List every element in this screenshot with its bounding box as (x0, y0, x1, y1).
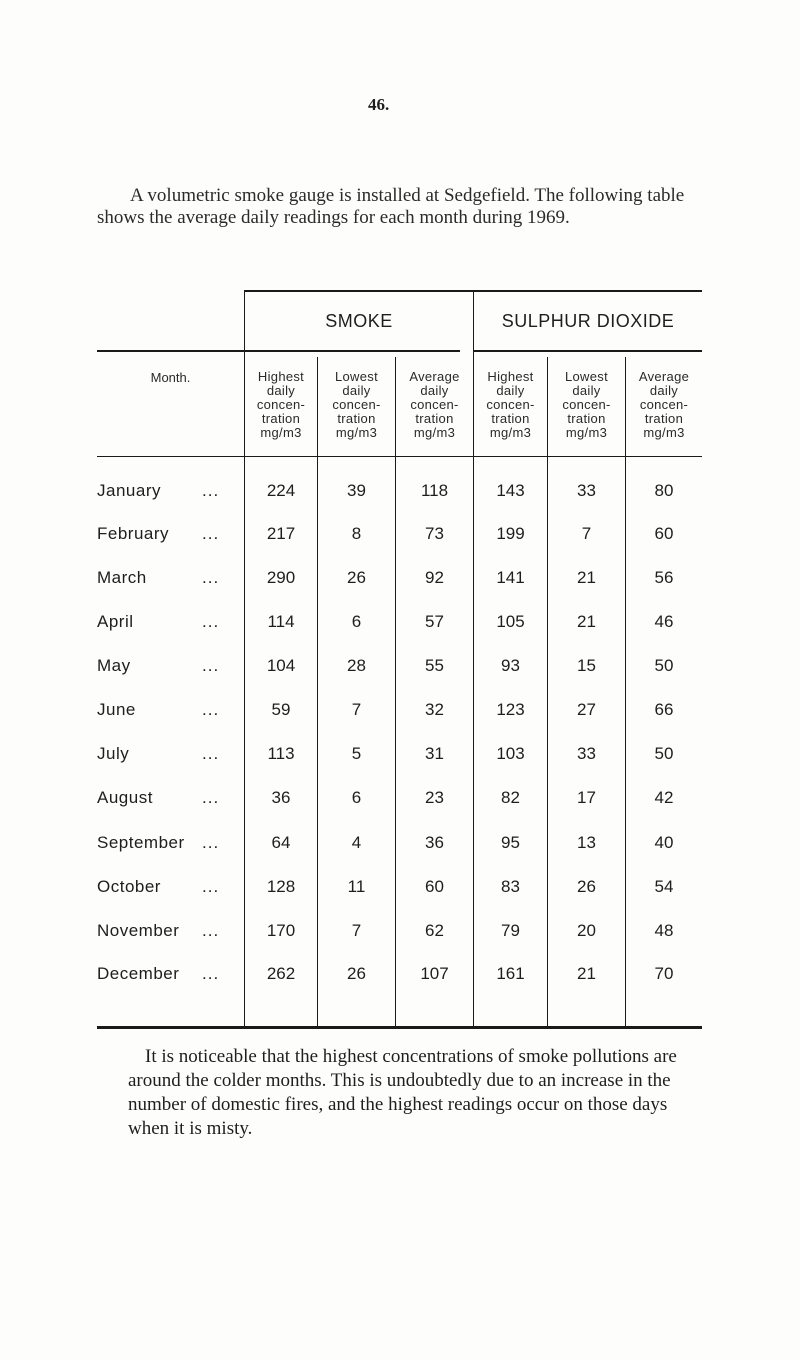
table-row (97, 877, 702, 907)
smoke-lowest-value: 26 (347, 964, 366, 983)
so2-lowest-value: 33 (577, 744, 596, 763)
so2-lowest-value: 7 (581, 524, 592, 543)
so2-lowest-value: 15 (577, 656, 596, 675)
month-name: December (97, 964, 180, 983)
smoke-lowest-value: 28 (347, 656, 366, 675)
smoke-lowest-value: 39 (347, 481, 366, 500)
table-row (97, 833, 702, 863)
smoke-average-value: 92 (425, 568, 444, 587)
table-row (97, 568, 702, 598)
so2-average-value: 54 (654, 877, 674, 896)
so2-highest-value: 143 (496, 481, 525, 500)
month-name: February (97, 524, 170, 543)
intro-text: A volumetric smoke gauge is installed at Sedgefield. The following table shows the average daily readings for each month during 1969. (97, 185, 685, 228)
smoke-average-value: 118 (420, 481, 449, 500)
so2-highest-value: 95 (501, 833, 520, 852)
so2-lowest-value: 33 (577, 481, 596, 500)
so2-average-value: 56 (654, 568, 674, 587)
smoke-highest-value: 262 (266, 964, 296, 983)
leader-dots: ... (202, 700, 220, 719)
leader-dots: ... (202, 481, 220, 500)
smoke-highest-value: 36 (271, 788, 291, 807)
month-name: November (97, 921, 180, 940)
so2-lowest-value: 26 (577, 877, 596, 896)
so2-average-value: 40 (654, 833, 674, 852)
so2-average-value: 50 (654, 656, 674, 675)
smoke-lowest-value: 7 (351, 700, 362, 719)
so2-highest-header: Highest daily concen- tration mg/m3 (486, 369, 535, 440)
intro-paragraph (97, 185, 709, 229)
smoke-average-value: 107 (420, 964, 449, 983)
leader-dots: ... (202, 788, 220, 807)
month-name: August (97, 788, 153, 807)
smoke-lowest-value: 5 (351, 744, 362, 763)
so2-average-header: Average daily concen- tration mg/m3 (638, 369, 690, 440)
smoke-highest-value: 104 (266, 656, 296, 675)
table-row (97, 481, 702, 511)
so2-highest-value: 103 (496, 744, 525, 763)
leader-dots: ... (202, 921, 220, 940)
table-row (97, 700, 702, 730)
so2-lowest-value: 17 (577, 788, 596, 807)
smoke-highest-value: 114 (267, 612, 295, 631)
month-name: March (97, 568, 147, 587)
smoke-average-value: 31 (425, 744, 444, 763)
smoke-average-value: 36 (425, 833, 444, 852)
smoke-lowest-value: 26 (347, 568, 366, 587)
so2-highest-value: 82 (501, 788, 520, 807)
smoke-average-value: 62 (425, 921, 444, 940)
so2-average-value: 60 (654, 524, 674, 543)
table-row (97, 964, 702, 994)
smoke-average-value: 57 (425, 612, 444, 631)
so2-lowest-value: 21 (577, 568, 596, 587)
smoke-header: SMOKE (325, 311, 393, 331)
smoke-highest-value: 64 (271, 833, 291, 852)
so2-lowest-value: 21 (577, 964, 596, 983)
table-row (97, 656, 702, 686)
table-row (97, 524, 702, 554)
so2-average-value: 50 (654, 744, 674, 763)
header-rule-left (97, 350, 460, 352)
leader-dots: ... (202, 612, 220, 631)
leader-dots: ... (202, 964, 220, 983)
page-number: 46. (368, 95, 390, 114)
leader-dots: ... (202, 833, 220, 852)
closing-paragraph (128, 1045, 708, 1141)
so2-lowest-value: 20 (577, 921, 596, 940)
leader-dots: ... (202, 568, 220, 587)
smoke-highest-value: 290 (266, 568, 296, 587)
leader-dots: ... (202, 877, 220, 896)
smoke-highest-value: 217 (266, 524, 296, 543)
table-row (97, 744, 702, 774)
smoke-lowest-value: 6 (351, 788, 362, 807)
table-row (97, 921, 702, 951)
smoke-average-value: 55 (425, 656, 444, 675)
smoke-highest-value: 170 (266, 921, 296, 940)
month-column-header: Month. (150, 370, 191, 385)
bottom-rule (97, 1026, 702, 1029)
month-name: September (97, 833, 185, 852)
leader-dots: ... (202, 524, 220, 543)
smoke-highest-value: 113 (267, 744, 295, 763)
month-name: June (97, 700, 136, 719)
so2-highest-value: 123 (496, 700, 525, 719)
sulphur-dioxide-header: SULPHUR DIOXIDE (501, 311, 675, 331)
readings-table (97, 290, 702, 1030)
so2-lowest-value: 27 (577, 700, 596, 719)
so2-average-value: 80 (654, 481, 674, 500)
so2-average-value: 46 (654, 612, 674, 631)
smoke-average-value: 73 (425, 524, 444, 543)
smoke-average-value: 32 (425, 700, 444, 719)
smoke-lowest-header: Lowest daily concen- tration mg/m3 (332, 369, 381, 440)
leader-dots: ... (202, 744, 220, 763)
table-row (97, 788, 702, 818)
so2-average-value: 66 (654, 700, 674, 719)
smoke-highest-header: Highest daily concen- tration mg/m3 (256, 369, 306, 440)
so2-highest-value: 161 (496, 964, 525, 983)
so2-highest-value: 83 (501, 877, 520, 896)
smoke-average-header: Average daily concen- tration mg/m3 (409, 369, 460, 440)
month-name: May (97, 656, 131, 675)
so2-highest-value: 79 (501, 921, 520, 940)
so2-highest-value: 93 (501, 656, 520, 675)
table-row (97, 612, 702, 642)
smoke-highest-value: 128 (266, 877, 296, 896)
smoke-lowest-value: 7 (351, 921, 362, 940)
so2-average-value: 42 (654, 788, 674, 807)
month-name: July (97, 744, 130, 763)
so2-average-value: 70 (654, 964, 674, 983)
header-rule-right (473, 350, 702, 352)
smoke-highest-value: 59 (271, 700, 291, 719)
so2-lowest-header: Lowest daily concen- tration mg/m3 (562, 369, 611, 440)
subheader-rule (97, 456, 702, 457)
so2-lowest-value: 13 (577, 833, 596, 852)
month-name: January (97, 481, 161, 500)
closing-text: It is noticeable that the highest concentrations of smoke pollutions are around the colder months. This is undoubtedly due to an increase in the number of domestic fires, and the highest readings occur on those days when it is misty. (128, 1046, 677, 1139)
month-name: October (97, 877, 161, 896)
smoke-lowest-value: 6 (351, 612, 362, 631)
so2-highest-value: 105 (496, 612, 525, 631)
so2-highest-value: 199 (496, 524, 525, 543)
smoke-lowest-value: 8 (351, 524, 362, 543)
so2-highest-value: 141 (496, 568, 525, 587)
smoke-average-value: 60 (425, 877, 444, 896)
so2-average-value: 48 (654, 921, 674, 940)
so2-lowest-value: 21 (577, 612, 596, 631)
smoke-lowest-value: 4 (351, 833, 362, 852)
smoke-highest-value: 224 (266, 481, 296, 500)
month-name: April (97, 612, 134, 631)
smoke-lowest-value: 11 (347, 877, 366, 896)
smoke-average-value: 23 (425, 788, 444, 807)
leader-dots: ... (202, 656, 220, 675)
